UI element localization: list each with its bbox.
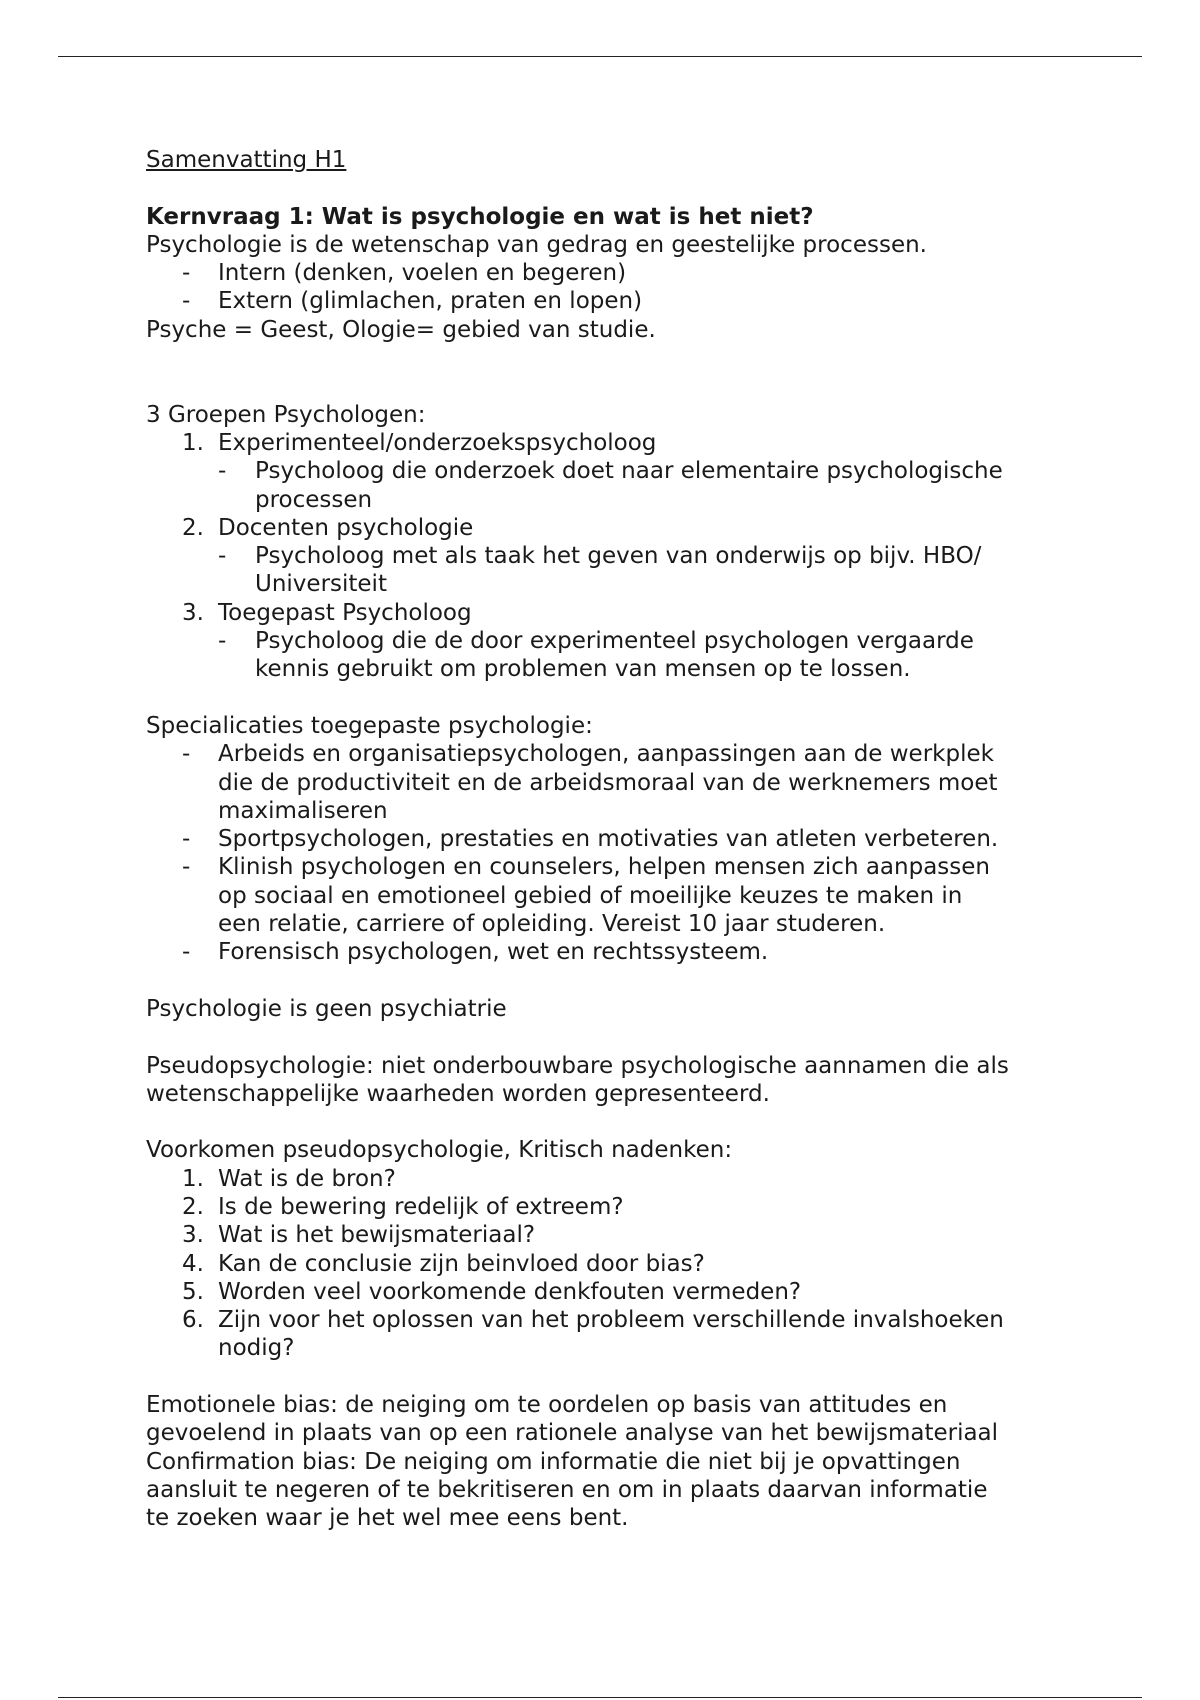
confirmation-bias-paragraph: Confirmation bias: De neiging om informatie die niet bij je opvattingen aansluit te negeren of te bekritiseren en om in plaats daarvan informatie te zoeken waar je het wel mee eens bent. [146,1448,988,1532]
specializations-list [146,740,1086,966]
psychologist-groups-list [146,429,1086,684]
bullet-dash: - [182,288,191,315]
emotional-bias-paragraph: Emotionele bias: de neiging om te oordelen op basis van attitudes en gevoelend in plaats van op een rationele analyse van het bewijsmateriaal [146,1392,999,1447]
definition-text: Psychologie is de wetenschap van gedrag en geestelijke processen. [146,231,927,258]
item-number: 2. [182,1193,204,1220]
numbered-item: 3. Wat is het bewijsmateriaal? [182,1222,536,1249]
bullet-dash: - [182,260,191,287]
pseudo-definition-paragraph: Pseudopsychologie: niet onderbouwbare psychologische aannamen die als wetenschappelijke waarheden worden gepresenteerd. [146,1052,1009,1107]
sub-list-item: - Psycholoog met als taak het geven van onderwijs op bijv. HBO/ Universiteit [218,543,982,598]
bottom-rule [58,1697,1142,1698]
list-item: - Forensisch psychologen, wet en rechtssysteem. [182,939,769,966]
list-item: - Klinish psychologen en counselers, helpen mensen zich aanpassen op sociaal en emotioneel gebied of moeilijke keuzes te maken in een relatie, carriere of opleiding. Vereist 10 jaar studeren. [182,854,990,938]
item-number: 4. [182,1250,204,1277]
etymology-text: Psyche = Geest, Ologie= gebied van studie. [146,316,656,343]
process-types-list [146,259,1086,316]
bullet-dash: - [182,854,191,881]
numbered-item: 6. Zijn voor het oplossen van het probleem verschillende invalshoeken nodig? [182,1307,1004,1362]
bullet-dash: - [218,628,227,655]
sub-list-item: - Psycholoog die de door experimenteel psychologen vergaarde kennis gebruikt om problemen van mensen op te lossen. [218,628,974,683]
numbered-item: 3. Toegepast Psycholoog [182,599,472,626]
critical-questions-list [146,1165,1086,1363]
document-body [146,146,1086,1533]
item-number: 1. [182,429,204,456]
list-item: - Arbeids en organisatiepsychologen, aanpassingen aan de werkplek die de productiviteit en de arbeidsmoraal van de werknemers moet maximaliseren [182,741,998,824]
item-number: 3. [182,1222,204,1249]
list-item: - Extern (glimlachen, praten en lopen) [182,288,643,315]
item-number: 6. [182,1307,204,1334]
bullet-dash: - [182,826,191,853]
section-heading: Kernvraag 1: Wat is psychologie en wat is het niet? [146,203,814,230]
numbered-item: 5. Worden veel voorkomende denkfouten vermeden? [182,1278,802,1305]
numbered-item: 4. Kan de conclusie zijn beinvloed door bias? [182,1250,705,1277]
numbered-item: 2. Docenten psychologie [182,514,474,541]
bullet-dash: - [218,543,227,570]
groups-intro: 3 Groepen Psychologen: [146,401,426,428]
numbered-item: 2. Is de bewering redelijk of extreem? [182,1193,624,1220]
sub-list-item: - Psycholoog die onderzoek doet naar elementaire psychologische processen [218,458,1003,513]
list-item: - Intern (denken, voelen en begeren) [182,260,627,287]
bullet-dash: - [218,458,227,485]
bullet-dash: - [182,939,191,966]
not-psychiatry-text: Psychologie is geen psychiatrie [146,995,507,1022]
numbered-item: 1. Experimenteel/onderzoekspsycholoog [182,429,657,456]
item-number: 3. [182,599,204,626]
item-number: 2. [182,514,204,541]
item-number: 1. [182,1165,204,1192]
item-number: 5. [182,1278,204,1305]
numbered-item: 1. Wat is de bron? [182,1165,396,1192]
top-rule [58,56,1142,57]
document-title: Samenvatting H1 [146,147,347,173]
specializations-intro: Specialicaties toegepaste psychologie: [146,712,593,739]
bullet-dash: - [182,741,191,768]
critical-thinking-intro: Voorkomen pseudopsychologie, Kritisch nadenken: [146,1137,733,1164]
list-item: - Sportpsychologen, prestaties en motivaties van atleten verbeteren. [182,826,999,853]
